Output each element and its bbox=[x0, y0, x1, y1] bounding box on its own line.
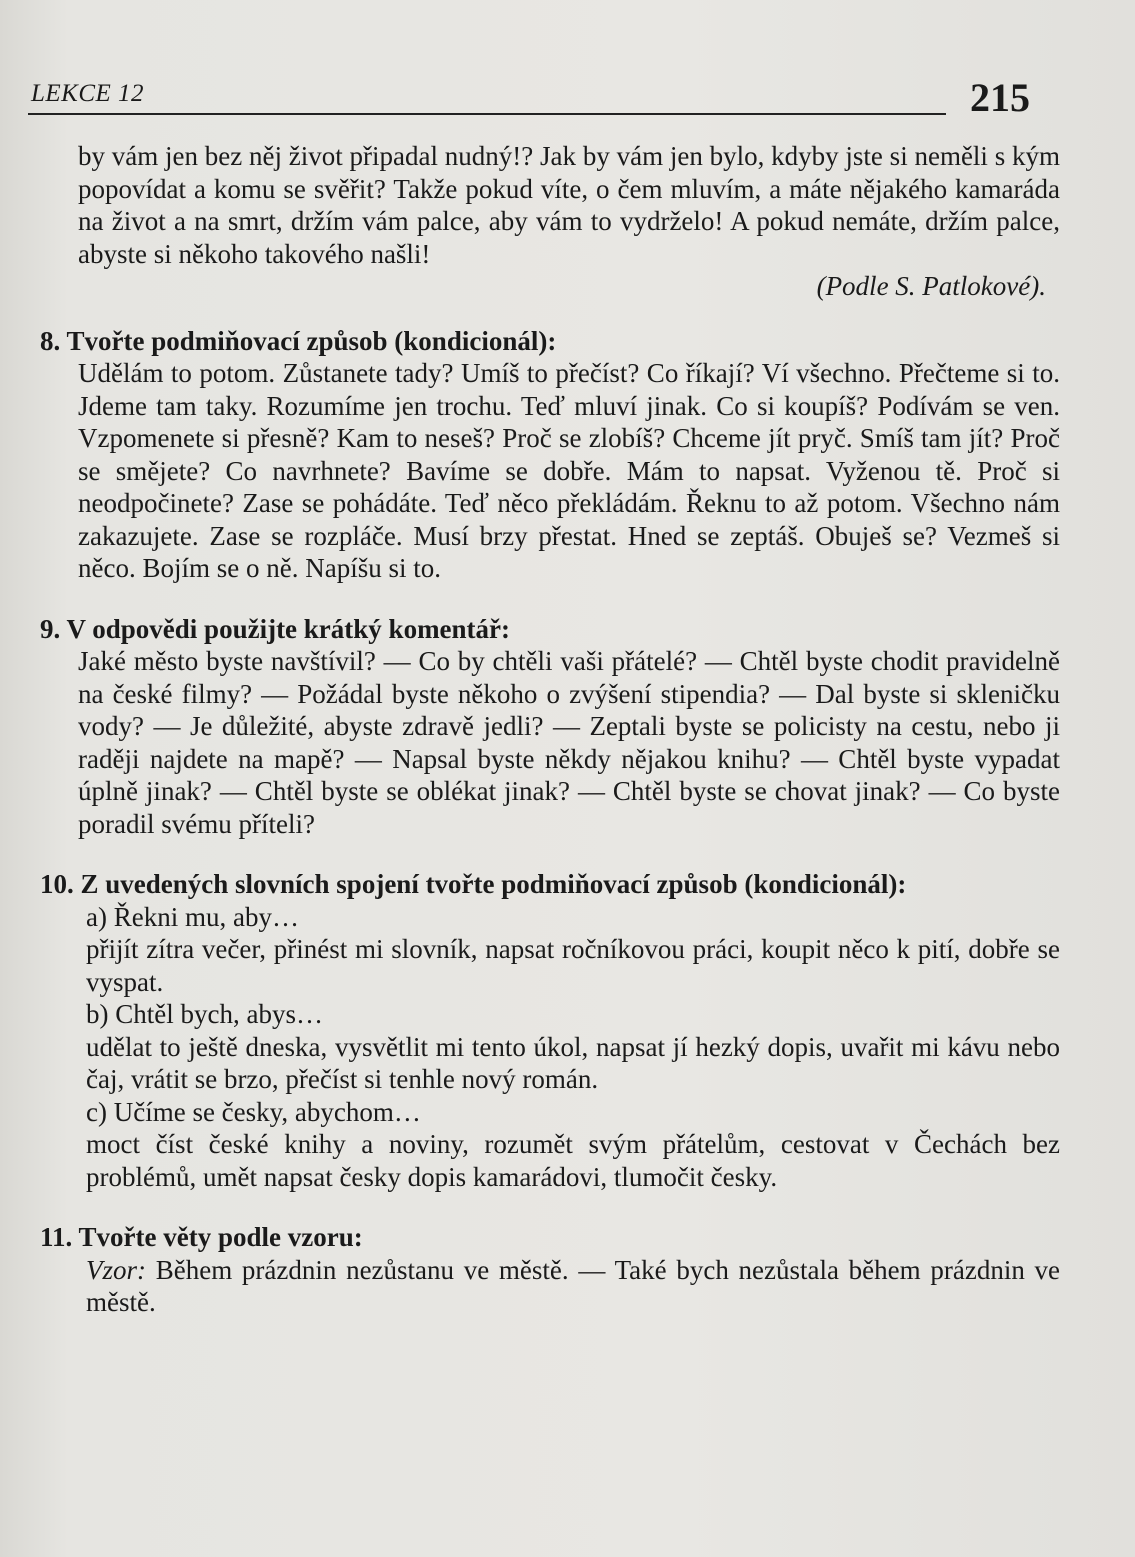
exercise-8-title: 8. Tvořte podmiňovací způsob (kondicionál): bbox=[40, 325, 557, 356]
exercise-10b-items: udělat to ještě dneska, vysvětlit mi tento úkol, napsat jí hezký dopis, uvařit mi kávu nebo čaj, vrátit se brzo, přečíst si tenhle nový román. bbox=[86, 1031, 1060, 1094]
lesson-label: LEKCE 12 bbox=[31, 80, 145, 107]
exercise-8 bbox=[40, 325, 1060, 585]
page-number: 215 bbox=[970, 75, 1030, 120]
exercise-10c-prompt: c) Učíme se česky, abychom… bbox=[86, 1096, 421, 1127]
page-header bbox=[28, 75, 1048, 120]
exercise-11-title: 11. Tvořte věty podle vzoru: bbox=[40, 1222, 363, 1252]
header-rule bbox=[28, 113, 946, 115]
exercise-10c-items: moct číst české knihy a noviny, rozumět svým přátelům, cestovat v Čechách bez problémů, umět napsat česky dopis kamarádovi, tlumočit česky. bbox=[86, 1129, 1060, 1192]
exercise-9-title: 9. V odpovědi použijte krátký komentář: bbox=[40, 613, 511, 644]
exercise-8-text: Udělám to potom. Zůstanete tady? Umíš to přečíst? Co říkají? Ví všechno. Přečteme si to. Jdeme tam taky. Rozumíme jen trochu. Teď mluví jinak. Co si koupíš? Podívám se ven. Vzpomenete si přesně? Kam to neseš? Proč se zlobíš? Chceme jít pryč. Smíš tam jít? Proč se smějete? Co navrhnete? Bavíme se dobře. Mám to napsat. Vyženou tě. Proč si neodpočinete? Zase se pohádáte. Teď něco překládám. Řeknu to až potom. Všechno nám zakazujete. Zase se rozpláče. Musí brzy přestat. Hned se zeptáš. Obuješ se? Vezmeš si něco. Bojím se o ně. Napíšu si to. bbox=[78, 358, 1060, 583]
vzor-label: Vzor: bbox=[86, 1254, 146, 1285]
exercise-9-text: Jaké město byste navštívil? — Co by chtěli vaši přátelé? — Chtěl byste chodit pravidelně na české filmy? — Požádal byste někoho o zvýšení stipendia? — Dal byste si skleničku vody? — Je důležité, abyste zdravě jedli? — Zeptali byste se policisty na cestu, nebo ji raději najdete na mapě? — Napsal byste někdy nějakou knihu? — Chtěl byste vypadat úplně jinak? — Chtěl byste se oblékat jinak? — Chtěl byste se chovat jinak? — Co byste poradil svému příteli? bbox=[78, 646, 1060, 839]
exercise-11-example bbox=[40, 1254, 1060, 1319]
page-content bbox=[40, 140, 1060, 1319]
vzor-text: Během prázdnin nezůstanu ve městě. — Také bych nezůstala během prázdnin ve městě. bbox=[86, 1254, 1061, 1317]
exercise-10b-prompt: b) Chtěl bych, abys… bbox=[86, 999, 323, 1029]
exercise-11 bbox=[40, 1221, 1060, 1319]
exercise-10a-items: přijít zítra večer, přinést mi slovník, napsat ročníkovou práci, koupit něco k pití, dobře se vyspat. bbox=[86, 934, 1060, 997]
exercise-10-title: 10. Z uvedených slovních spojení tvořte podmiňovací způsob (kondicionál): bbox=[40, 869, 907, 899]
source-citation: (Podle S. Patlokové). bbox=[816, 271, 1046, 301]
intro-paragraph: by vám jen bez něj život připadal nudný!? Jak by vám jen bylo, kdyby jste si neměli s kým popovídat a komu se svěřit? Takže pokud víte, o čem mluvím, a máte nějakého kamaráda na život a na smrt, držím vám palce, aby vám to vydrželo! A pokud nemáte, držím palce, abyste si někoho takového našli! bbox=[78, 141, 1060, 269]
exercise-9 bbox=[40, 613, 1060, 841]
exercise-10a-prompt: a) Řekni mu, aby… bbox=[86, 901, 299, 932]
exercise-10 bbox=[40, 868, 1060, 1193]
